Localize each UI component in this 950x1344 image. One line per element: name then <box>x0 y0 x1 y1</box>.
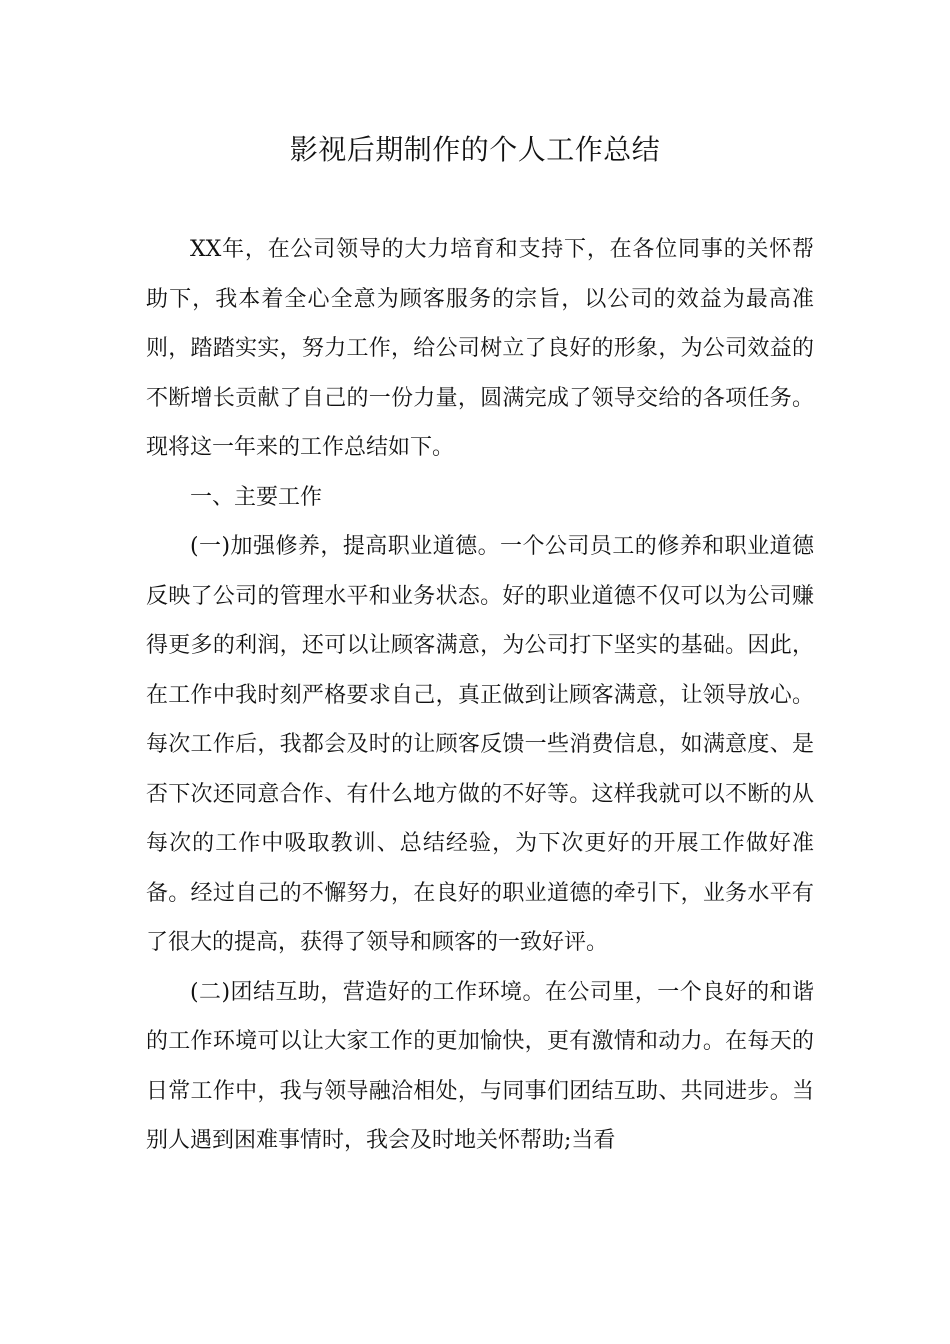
paragraph-teamwork: (二)团结互助，营造好的工作环境。在公司里，一个良好的和谐的工作环境可以让大家工作的更加愉快，更有激情和动力。在每天的日常工作中，我与领导融洽相处，与同事们团结互助、共同进步。当别人遇到困难事情时，我会及时地关怀帮助;当看 <box>146 979 814 1153</box>
section-heading-main-work: 一、主要工作 <box>190 484 323 510</box>
paragraph-intro: XX年，在公司领导的大力培育和支持下，在各位同事的关怀帮助下，我本着全心全意为顾客服务的宗旨，以公司的效益为最高准则，踏踏实实，努力工作，给公司树立了良好的形象，为公司效益的不断增长贡献了自己的一份力量，圆满完成了领导交给的各项任务。现将这一年来的工作总结如下。 <box>146 237 814 460</box>
document-title: 影视后期制作的个人工作总结 <box>289 133 661 166</box>
paragraph-professional-ethics: (一)加强修养，提高职业道德。一个公司员工的修养和职业道德反映了公司的管理水平和业务状态。好的职业道德不仅可以为公司赚得更多的利润，还可以让顾客满意，为公司打下坚实的基础。因此，在工作中我时刻严格要求自己，真正做到让顾客满意，让领导放心。每次工作后，我都会及时的让顾客反馈一些消费信息，如满意度、是否下次还同意合作、有什么地方做的不好等。这样我就可以不断的从每次的工作中吸取教训、总结经验，为下次更好的开展工作做好准备。经过自己的不懈努力，在良好的职业道德的牵引下，业务水平有了很大的提高，获得了领导和顾客的一致好评。 <box>146 534 814 955</box>
document-body <box>146 225 814 1166</box>
